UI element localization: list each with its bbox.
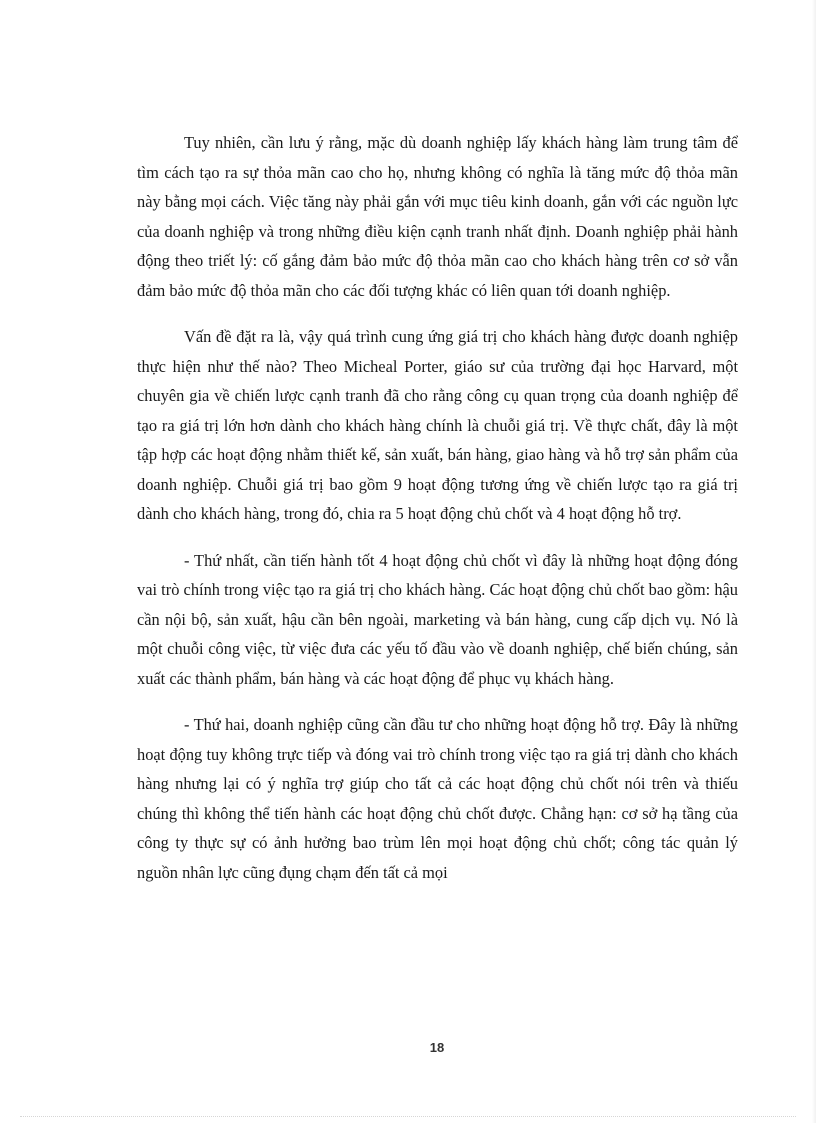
- paragraph-3: - Thứ nhất, cần tiến hành tốt 4 hoạt động chủ chốt vì đây là những hoạt động đóng vai trò chính trong việc tạo ra giá trị cho khách hàng. Các hoạt động chủ chốt bao gồm: hậu cần nội bộ, sản xuất, hậu cần bên ngoài, marketing và bán hàng, cung cấp dịch vụ. Nó là một chuỗi công việc, từ việc đưa các yếu tố đầu vào về doanh nghiệp, chế biến chúng, sản xuất các thành phẩm, bán hàng và các hoạt động để phục vụ khách hàng.: [137, 550, 738, 688]
- page-number: 18: [429, 1040, 445, 1055]
- document-body: [137, 128, 738, 904]
- page-bottom-border: [20, 1116, 796, 1117]
- paragraph-1: Tuy nhiên, cần lưu ý rằng, mặc dù doanh nghiệp lấy khách hàng làm trung tâm để tìm cách tạo ra sự thỏa mãn cao cho họ, nhưng không có nghĩa là tăng mức độ thỏa mãn này bằng mọi cách. Việc tăng này phải gắn với mục tiêu kinh doanh, gắn với các nguồn lực của doanh nghiệp và trong những điều kiện cạnh tranh nhất định. Doanh nghiệp phải hành động theo triết lý: cố gắng đảm bảo mức độ thỏa mãn cao cho khách hàng trên cơ sở vẫn đảm bảo mức độ thỏa mãn cho các đối tượng khác có liên quan tới doanh nghiệp.: [137, 133, 738, 300]
- paragraph-4: - Thứ hai, doanh nghiệp cũng cần đầu tư cho những hoạt động hỗ trợ. Đây là những hoạt động tuy không trực tiếp và đóng vai trò chính trong việc tạo ra giá trị dành cho khách hàng nhưng lại có ý nghĩa trợ giúp cho tất cả các hoạt động chủ chốt nói trên và thiếu chúng thì không thể tiến hành các hoạt động chủ chốt được. Chẳng hạn: cơ sở hạ tầng của công ty thực sự có ảnh hưởng bao trùm lên mọi hoạt động chủ chốt; công tác quản lý nguồn nhân lực cũng đụng chạm đến tất cả mọi: [137, 715, 738, 882]
- paragraph-2: Vấn đề đặt ra là, vậy quá trình cung ứng giá trị cho khách hàng được doanh nghiệp thực hiện như thế nào? Theo Micheal Porter, giáo sư của trường đại học Harvard, một chuyên gia về chiến lược cạnh tranh đã cho rằng công cụ quan trọng của doanh nghiệp để tạo ra giá trị lớn hơn dành cho khách hàng chính là chuỗi giá trị. Về thực chất, đây là một tập hợp các hoạt động nhằm thiết kế, sản xuất, bán hàng, giao hàng và hỗ trợ sản phẩm của doanh nghiệp. Chuỗi giá trị bao gồm 9 hoạt động tương ứng về chiến lược tạo ra giá trị dành cho khách hàng, trong đó, chia ra 5 hoạt động chủ chốt và 4 hoạt động hỗ trợ.: [137, 327, 738, 523]
- page-edge-shadow: [812, 0, 816, 1123]
